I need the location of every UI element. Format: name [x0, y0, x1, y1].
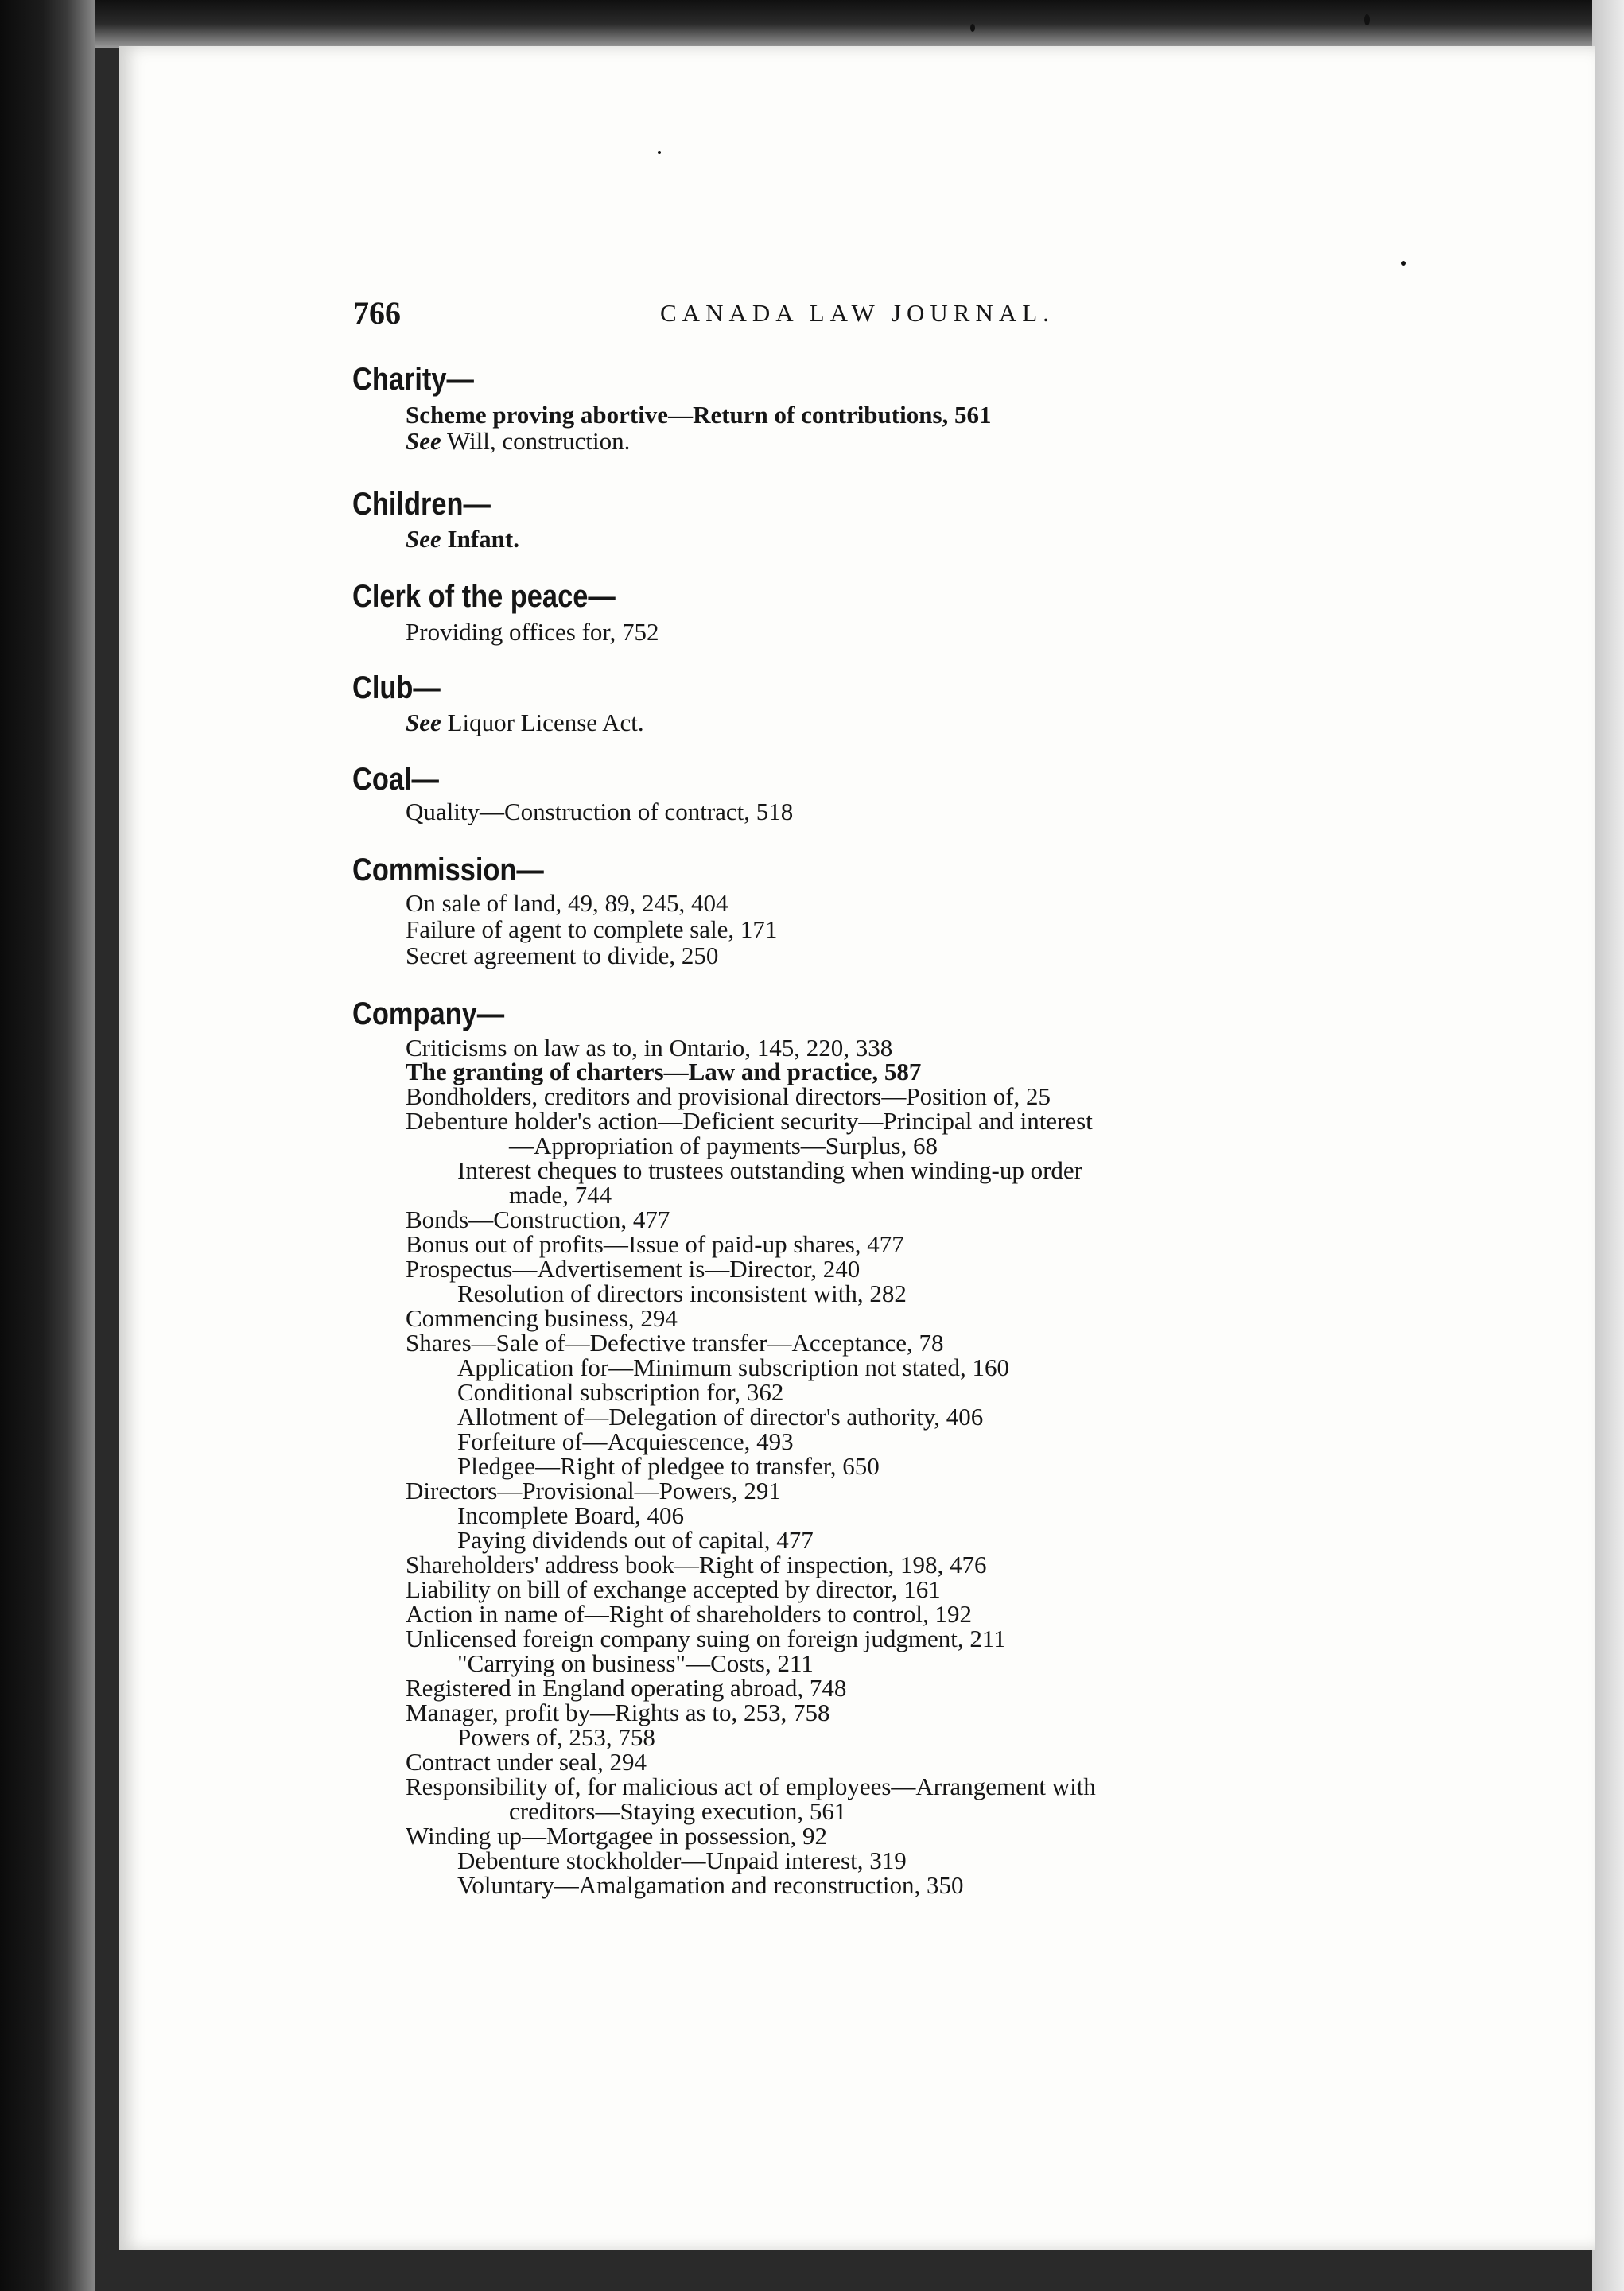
- entry-heading-children: Children—: [352, 487, 491, 522]
- entry-heading-commission: Commission—: [352, 852, 544, 887]
- entry-line: Secret agreement to divide, 250: [406, 942, 719, 969]
- entry-subline: Incomplete Board, 406: [457, 1501, 684, 1529]
- entry-line-continued: —Appropriation of payments—Surplus, 68: [509, 1132, 938, 1159]
- entry-line: Registered in England operating abroad, 748: [406, 1674, 847, 1702]
- entry-subline: Resolution of directors inconsistent with, 282: [457, 1279, 907, 1307]
- entry-subline: Paying dividends out of capital, 477: [457, 1526, 814, 1554]
- entry-line: Shareholders' address book—Right of inspection, 198, 476: [406, 1551, 987, 1578]
- scan-speck: [1364, 14, 1370, 25]
- scan-speck: [1401, 261, 1406, 266]
- entry-line: Unlicensed foreign company suing on foreign judgment, 211: [406, 1625, 1006, 1652]
- entry-line: Contract under seal, 294: [406, 1748, 647, 1776]
- see-label: See: [406, 427, 441, 455]
- entry-line: Providing offices for, 752: [406, 618, 659, 646]
- entry-subline: Debenture stockholder—Unpaid interest, 319: [457, 1846, 907, 1874]
- see-label: See: [406, 709, 441, 736]
- entry-line: The granting of charters—Law and practice, 587: [406, 1058, 922, 1085]
- cross-reference-target: Infant.: [447, 525, 519, 553]
- journal-title: CANADA LAW JOURNAL.: [660, 299, 1055, 327]
- entry-line: Winding up—Mortgagee in possession, 92: [406, 1822, 828, 1850]
- entry-line-continued: made, 744: [509, 1181, 612, 1209]
- entry-line: Commencing business, 294: [406, 1304, 678, 1332]
- entry-line: Bonus out of profits—Issue of paid-up shares, 477: [406, 1230, 904, 1258]
- entry-line: Manager, profit by—Rights as to, 253, 758: [406, 1699, 830, 1726]
- entry-line: Failure of agent to complete sale, 171: [406, 915, 778, 943]
- page-top-edge: [95, 0, 1624, 48]
- entry-heading-clerk-of-the-peace: Clerk of the peace—: [352, 579, 616, 614]
- entry-line: Shares—Sale of—Defective transfer—Acceptance, 78: [406, 1329, 944, 1357]
- entry-line: Bonds—Construction, 477: [406, 1206, 670, 1233]
- cross-reference-target: Will, construction.: [446, 427, 631, 455]
- cross-reference: [406, 709, 644, 736]
- entry-line: Prospectus—Advertisement is—Director, 240: [406, 1255, 861, 1283]
- entry-subline: Allotment of—Delegation of director's authority, 406: [457, 1403, 984, 1431]
- entry-line: Bondholders, creditors and provisional directors—Position of, 25: [406, 1082, 1051, 1110]
- cross-reference: [406, 428, 630, 455]
- cross-reference: [406, 526, 519, 553]
- see-label: See: [406, 525, 441, 553]
- entry-line-continued: creditors—Staying execution, 561: [509, 1797, 847, 1825]
- book-binding-edge: [0, 0, 95, 2291]
- entry-line: Directors—Provisional—Powers, 291: [406, 1477, 781, 1505]
- entry-subline: Application for—Minimum subscription not stated, 160: [457, 1353, 1009, 1381]
- entry-subline: Interest cheques to trustees outstanding when winding-up order: [457, 1156, 1083, 1184]
- entry-heading-club: Club—: [352, 670, 441, 705]
- entry-subline: "Carrying on business"—Costs, 211: [457, 1649, 814, 1677]
- entry-subline: Powers of, 253, 758: [457, 1723, 655, 1751]
- entry-heading-company: Company—: [352, 996, 505, 1031]
- entry-line: Debenture holder's action—Deficient security—Principal and interest: [406, 1107, 1093, 1135]
- entry-subline: Conditional subscription for, 362: [457, 1378, 784, 1406]
- entry-heading-charity: Charity—: [352, 362, 474, 397]
- entry-subline: Voluntary—Amalgamation and reconstruction, 350: [457, 1871, 964, 1899]
- entry-line: On sale of land, 49, 89, 245, 404: [406, 889, 728, 917]
- entry-subline: Forfeiture of—Acquiescence, 493: [457, 1427, 794, 1455]
- entry-line: Liability on bill of exchange accepted by director, 161: [406, 1575, 941, 1603]
- entry-line: Scheme proving abortive—Return of contributions, 561: [406, 401, 992, 429]
- scan-speck: [658, 151, 661, 154]
- entry-line: Action in name of—Right of shareholders to control, 192: [406, 1600, 973, 1628]
- cross-reference-target: Liquor License Act.: [447, 709, 644, 736]
- scan-speck: [970, 24, 975, 32]
- entry-line: Criticisms on law as to, in Ontario, 145, 220, 338: [406, 1034, 893, 1062]
- entry-line: Quality—Construction of contract, 518: [406, 798, 794, 825]
- page-right-edge: [1592, 0, 1624, 2291]
- entry-heading-coal: Coal—: [352, 762, 439, 797]
- page-number: 766: [353, 295, 401, 331]
- entry-subline: Pledgee—Right of pledgee to transfer, 650: [457, 1452, 880, 1480]
- entry-line: Responsibility of, for malicious act of employees—Arrangement with: [406, 1773, 1096, 1800]
